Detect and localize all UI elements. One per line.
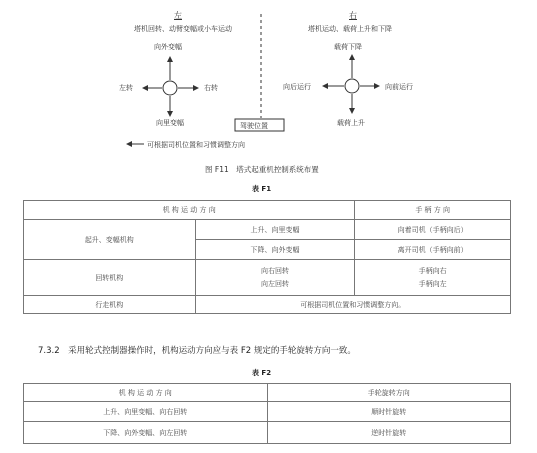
figure-caption: 图 F11 塔式起重机控制系统布置 bbox=[205, 165, 319, 174]
right-subheading: 塔机运动、载荷上升和下降 bbox=[308, 25, 392, 33]
table1-header-handle: 手 柄 方 向 bbox=[355, 201, 511, 220]
right-arrowheads bbox=[322, 54, 380, 114]
table1-cell-motion bbox=[195, 260, 355, 296]
table2-cell-motion: 上升、向里变幅、向右回转 bbox=[24, 402, 268, 422]
table2-cell-direction: 顺时针旋转 bbox=[267, 402, 511, 422]
driver-position-label: 驾驶位置 bbox=[240, 122, 268, 130]
control-layout-diagram bbox=[0, 0, 537, 170]
right-down-label: 载荷上升 bbox=[337, 119, 365, 127]
table1-cell-mechanism: 行走机构 bbox=[24, 296, 196, 314]
table2-header-motion: 机 构 运 动 方 向 bbox=[24, 384, 268, 402]
right-up-label: 载荷下降 bbox=[334, 43, 362, 51]
left-heading: 左 bbox=[174, 11, 182, 20]
adjust-note: 可根据司机位置和习惯调整方向 bbox=[147, 141, 245, 149]
motion-line: 向左回转 bbox=[260, 279, 289, 288]
table-f1 bbox=[23, 200, 511, 314]
table1-cell-motion: 下降、向外变幅 bbox=[195, 240, 355, 260]
left-subheading: 塔机回转、动臂变幅或小车运动 bbox=[134, 25, 232, 33]
table1-cell-mechanism: 回转机构 bbox=[24, 260, 196, 296]
table-row bbox=[24, 422, 511, 444]
table1-cell-handle: 离开司机（手柄向前） bbox=[355, 240, 511, 260]
table2-header-direction: 手轮旋转方向 bbox=[267, 384, 511, 402]
table-f2 bbox=[23, 383, 511, 444]
note-arrowhead bbox=[126, 141, 132, 147]
table1-cell-handle: 可根据司机位置和习惯调整方向。 bbox=[195, 296, 510, 314]
table-row bbox=[24, 220, 511, 240]
handle-line: 手柄向左 bbox=[418, 279, 447, 288]
table2-title: 表 F2 bbox=[252, 369, 272, 377]
table1-cell-motion: 上升、向里变幅 bbox=[195, 220, 355, 240]
table1-cell-mechanism: 起升、变幅机构 bbox=[24, 220, 196, 260]
left-down-label: 向里变幅 bbox=[156, 119, 184, 127]
table-row bbox=[24, 260, 511, 296]
left-right-label: 右转 bbox=[204, 84, 218, 92]
table-row bbox=[24, 402, 511, 422]
table1-cell-handle bbox=[355, 260, 511, 296]
left-joystick-cross bbox=[146, 60, 195, 113]
table1-cell-handle: 向着司机（手柄向后） bbox=[355, 220, 511, 240]
left-left-label: 左转 bbox=[119, 84, 133, 92]
clause-7-3-2: 7.3.2 采用轮式控制器操作时，机构运动方向应与表 F2 规定的手轮旋转方向一致。 bbox=[38, 346, 356, 356]
table2-cell-direction: 逆时针旋转 bbox=[267, 422, 511, 444]
right-heading: 右 bbox=[349, 11, 357, 20]
right-left-label: 向后运行 bbox=[283, 83, 311, 91]
table1-title: 表 F1 bbox=[252, 185, 272, 193]
right-right-label: 向前运行 bbox=[385, 83, 413, 91]
motion-line: 向右回转 bbox=[260, 266, 289, 275]
handle-line: 手柄向右 bbox=[418, 266, 447, 275]
right-joystick-cross bbox=[326, 58, 376, 110]
table2-cell-motion: 下降、向外变幅、向左回转 bbox=[24, 422, 268, 444]
left-up-label: 向外变幅 bbox=[154, 43, 182, 51]
table1-header-motion: 机 构 运 动 方 向 bbox=[24, 201, 355, 220]
table-row bbox=[24, 296, 511, 314]
